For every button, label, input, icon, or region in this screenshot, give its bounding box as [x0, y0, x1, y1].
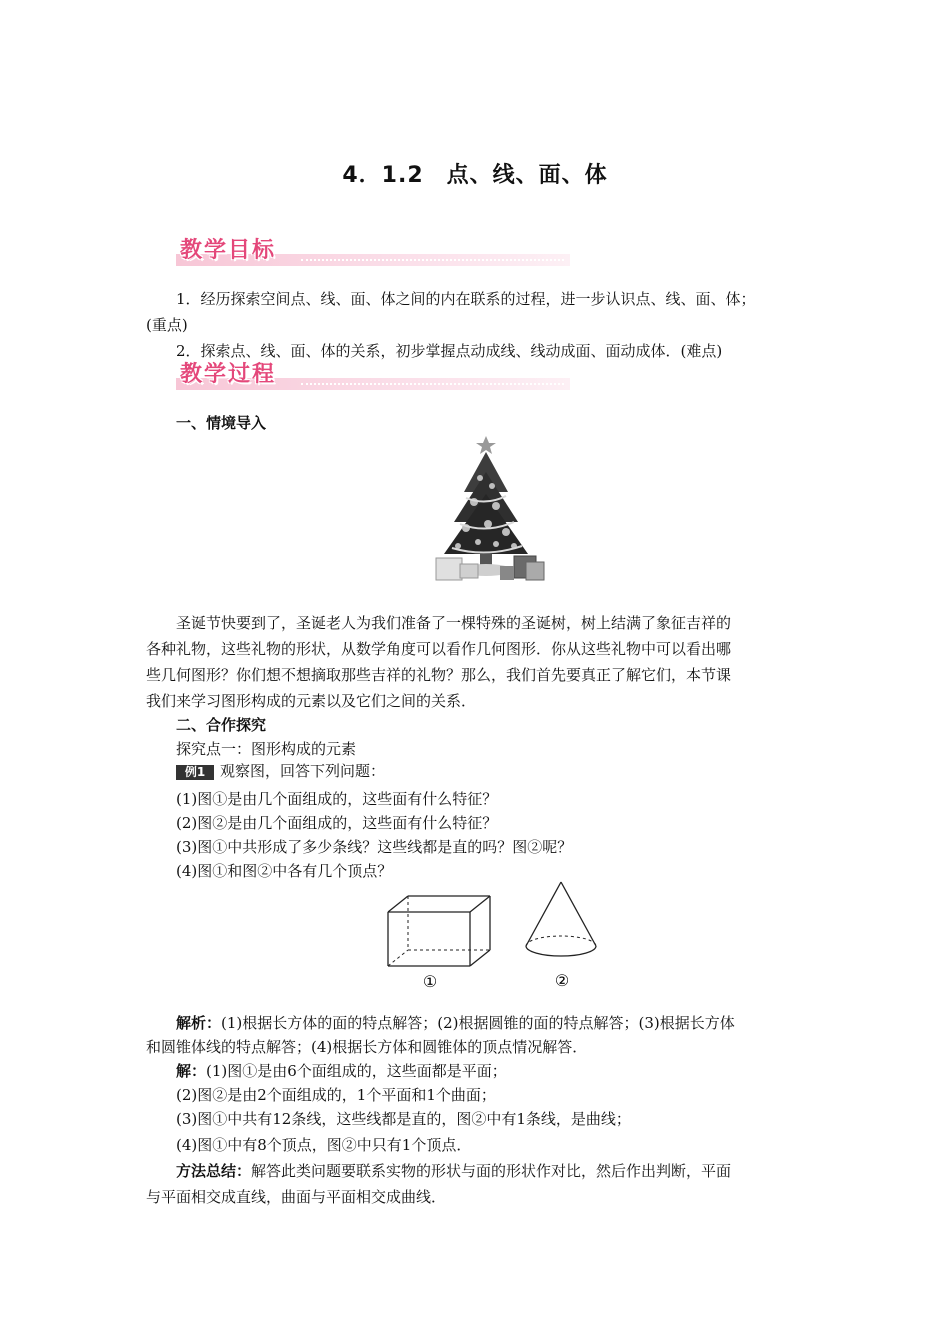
goal-item-2: 2．探索点、线、面、体的关系，初步掌握点动成线、线动成面、面动成体．(难点): [176, 342, 723, 360]
solution-line2: (2)图②是由2个面组成的，1个平面和1个曲面；: [176, 1086, 496, 1104]
analysis-line1: 解析：(1)根据长方体的面的特点解答；(2)根据圆锥的面的特点解答；(3)根据长方体: [176, 1014, 735, 1032]
intro-paragraph-line3: 些几何图形？你们想不想摘取那些吉祥的礼物？那么，我们首先要真正了解它们，本节课: [146, 666, 732, 684]
analysis-label: 解析：: [176, 1014, 222, 1032]
christmas-tree-image: [430, 432, 550, 588]
goal-item-1-cont: (重点): [146, 316, 188, 334]
question-1: (1)图①是由几个面组成的，这些面有什么特征？: [176, 790, 498, 808]
cone-figure: [516, 878, 606, 990]
section-banner-goals: [176, 238, 570, 268]
solution-line3: (3)图①中共有12条线，这些线都是直的，图②中有1条线，是曲线；: [176, 1110, 631, 1128]
example-prompt-text: 观察图，回答下列问题：: [220, 762, 386, 780]
question-4: (4)图①和图②中各有几个顶点？: [176, 862, 393, 880]
analysis-line2: 和圆锥体线的特点解答；(4)根据长方体和圆锥体的顶点情况解答．: [146, 1038, 588, 1056]
example-1-prompt: [176, 758, 816, 784]
solution-line1: 解：(1)图①是由6个面组成的，这些面都是平面；: [176, 1062, 507, 1080]
summary-line1: 方法总结：解答此类问题要联系实物的形状与面的形状作对比，然后作出判断，平面: [176, 1162, 732, 1180]
question-3: (3)图①中共形成了多少条线？这些线都是直的吗？图②呢？: [176, 838, 573, 856]
summary-line2: 与平面相交成直线，曲面与平面相交成曲线．: [146, 1188, 447, 1206]
intro-paragraph-line1: 圣诞节快要到了，圣诞老人为我们准备了一棵特殊的圣诞树，树上结满了象征吉祥的: [176, 614, 732, 632]
summary-label: 方法总结：: [176, 1162, 252, 1180]
star-icon: [476, 436, 496, 454]
explore-point-1: 探究点一：图形构成的元素: [176, 740, 357, 758]
question-2: (2)图②是由几个面组成的，这些面有什么特征？: [176, 814, 498, 832]
page-title: 4．1.2 点、线、面、体: [342, 163, 608, 188]
banner-label: 教学过程: [180, 362, 277, 387]
example-badge: 例1: [176, 765, 214, 780]
section-banner-process: [176, 362, 570, 392]
part2-heading: 二、合作探究: [176, 716, 267, 734]
solution-line4: (4)图①中有8个顶点，图②中只有1个顶点．: [176, 1136, 472, 1154]
intro-paragraph-line4: 我们来学习图形构成的元素以及它们之间的关系．: [146, 692, 477, 710]
goal-item-1: 1．经历探索空间点、线、面、体之间的内在联系的过程，进一步认识点、线、面、体；: [176, 290, 756, 308]
cuboid-figure: [380, 890, 500, 990]
part1-heading: 一、情境导入: [176, 414, 267, 432]
figure-2-label: ②: [554, 971, 570, 990]
solution-label: 解：: [176, 1062, 207, 1080]
banner-label: 教学目标: [180, 238, 277, 263]
figure-1-label: ①: [422, 972, 438, 990]
intro-paragraph-line2: 各种礼物，这些礼物的形状，从数学角度可以看作几何图形．你从这些礼物中可以看出哪: [146, 640, 732, 658]
